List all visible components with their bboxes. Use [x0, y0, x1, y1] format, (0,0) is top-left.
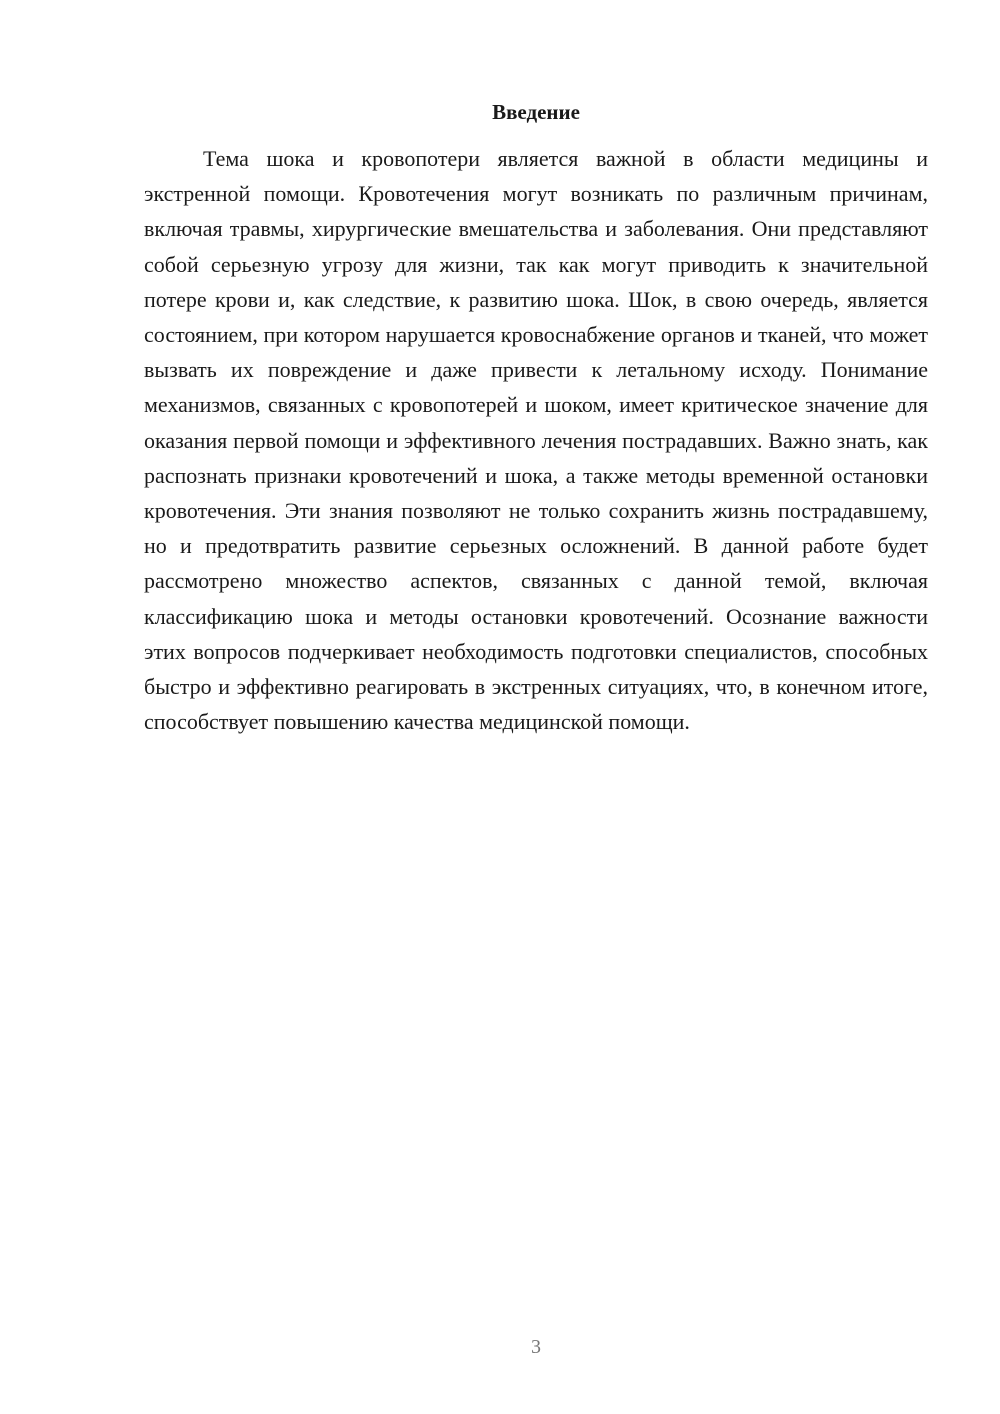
page-number: 3	[531, 1336, 541, 1358]
section-heading: Введение	[492, 100, 580, 124]
introduction-paragraph: Тема шока и кровопотери является важной в области медицины и экстренной помощи. Кровотечения могут возникать по различным причинам, включая травмы, хирургические вмешательства и заболевания. Они представляют собой серьезную угрозу для жизни, так как могут приводить к значительной потере крови и, как следствие, к развитию шока. Шок, в свою очередь, является состоянием, при котором нарушается кровоснабжение органов и тканей, что может вызвать их повреждение и даже привести к летальному исходу. Понимание механизмов, связанных с кровопотерей и шоком, имеет критическое значение для оказания первой помощи и эффективного лечения пострадавших. Важно знать, как распознать признаки кровотечений и шока, а также методы временной остановки кровотечения. Эти знания позволяют не только сохранить жизнь пострадавшему, но и предотвратить развитие серьезных осложнений. В данной работе будет рассмотрено множество аспектов, связанных с данной темой, включая классификацию шока и методы остановки кровотечений. Осознание важности этих вопросов подчеркивает необходимость подготовки специалистов, способных быстро и эффективно реагировать в экстренных ситуациях, что, в конечном итоге, способствует повышению качества медицинской помощи.	[144, 146, 928, 735]
